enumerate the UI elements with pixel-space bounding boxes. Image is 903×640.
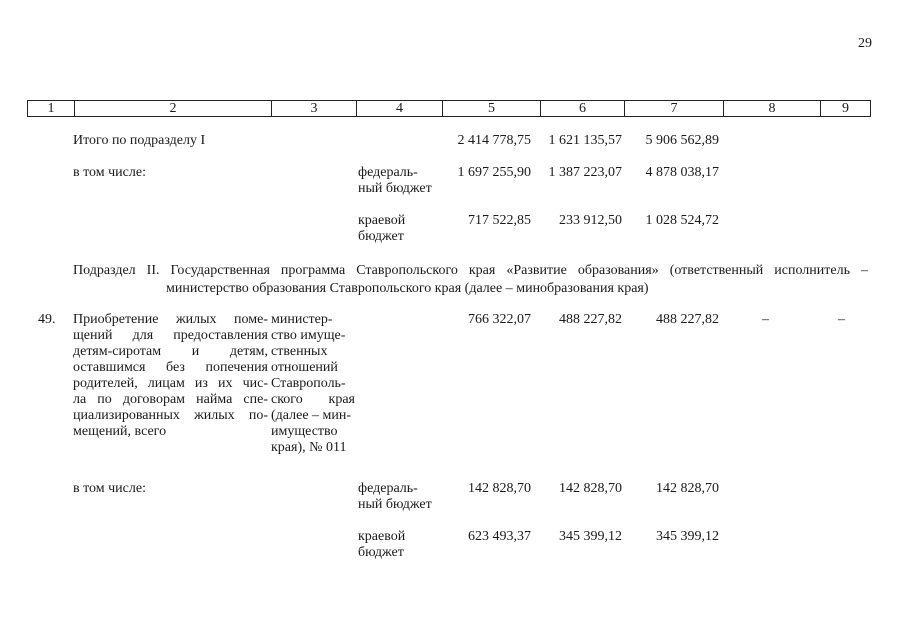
description-line: ла по договорам найма спе- [73,392,268,407]
federal-value-col6: 142 828,70 [559,481,622,496]
item-description [73,312,268,440]
column-number: 8 [724,101,821,117]
budget-label-line: бюджет [358,229,404,244]
executor-line: ственных [271,344,328,359]
description-line: оставшимся без попечения [73,360,268,375]
column-number: 9 [821,101,871,117]
item-number: 49. [38,312,56,327]
executor-line: министер- [271,312,333,327]
budget-label-line: бюджет [358,545,404,560]
budget-label-line: краевой [358,213,406,228]
executor-line: (далее – мин- [271,408,352,423]
federal-value-col5: 142 828,70 [468,481,531,496]
column-number: 6 [541,101,625,117]
executor-line: имущество [271,424,338,439]
federal-value-col7: 4 878 038,17 [645,165,719,180]
executor-line: края), № 011 [271,440,347,455]
column-number: 5 [443,101,541,117]
total-value-col6: 1 621 135,57 [548,133,622,148]
executor-line: отношений [271,360,338,375]
item-value-col5: 766 322,07 [468,312,531,327]
description-line: щений для предоставления [73,328,268,343]
federal-value-col7: 142 828,70 [656,481,719,496]
federal-value-col5: 1 697 255,90 [457,165,531,180]
regional-value-col6: 345 399,12 [559,529,622,544]
subsection-total-label: Итого по подразделу I [73,133,206,148]
executor-line: ского края [271,392,355,407]
budget-label-regional [358,213,405,245]
executor-line: Ставрополь- [271,376,346,391]
item-executor [271,312,355,456]
including-label: в том числе: [73,481,146,496]
column-number: 7 [625,101,724,117]
including-label: в том числе: [73,165,146,180]
regional-value-col7: 345 399,12 [656,529,719,544]
budget-label-line: федераль- [358,165,418,180]
total-value-col5: 2 414 778,75 [457,133,531,148]
description-line: родителей, лицам из их чис- [73,376,268,391]
description-line: детям-сиротам и детям, [73,344,268,359]
description-line: мещений, всего [73,424,167,439]
federal-value-col6: 1 387 223,07 [548,165,622,180]
item-value-col6: 488 227,82 [559,312,622,327]
item-value-col7: 488 227,82 [656,312,719,327]
budget-label-line: ный бюджет [358,181,432,196]
regional-value-col7: 1 028 524,72 [645,213,719,228]
item-value-col8: – [762,312,769,327]
subsection-heading-line2: министерство образования Ставропольского края (далее – минобразования края) [166,281,649,296]
description-line: Приобретение жилых поме- [73,312,268,327]
column-header-row [27,100,871,117]
budget-label-line: ный бюджет [358,497,432,512]
executor-line: ство имуще- [271,328,346,343]
budget-label-federal [358,481,432,513]
column-number: 3 [272,101,357,117]
regional-value-col5: 623 493,37 [468,529,531,544]
item-value-col9: – [838,312,845,327]
budget-label-federal [358,165,432,197]
budget-label-regional [358,529,405,561]
regional-value-col5: 717 522,85 [468,213,531,228]
budget-label-line: федераль- [358,481,418,496]
column-number: 4 [357,101,443,117]
subsection-heading-line1: Подраздел II. Государственная программа Ставропольского края «Развитие образования» (ответственный исполнитель – [73,263,868,278]
page-number: 29 [858,36,872,51]
description-line: циализированных жилых по- [73,408,268,423]
total-value-col7: 5 906 562,89 [645,133,719,148]
column-number: 1 [28,101,75,117]
regional-value-col6: 233 912,50 [559,213,622,228]
budget-label-line: краевой [358,529,406,544]
column-number: 2 [75,101,272,117]
